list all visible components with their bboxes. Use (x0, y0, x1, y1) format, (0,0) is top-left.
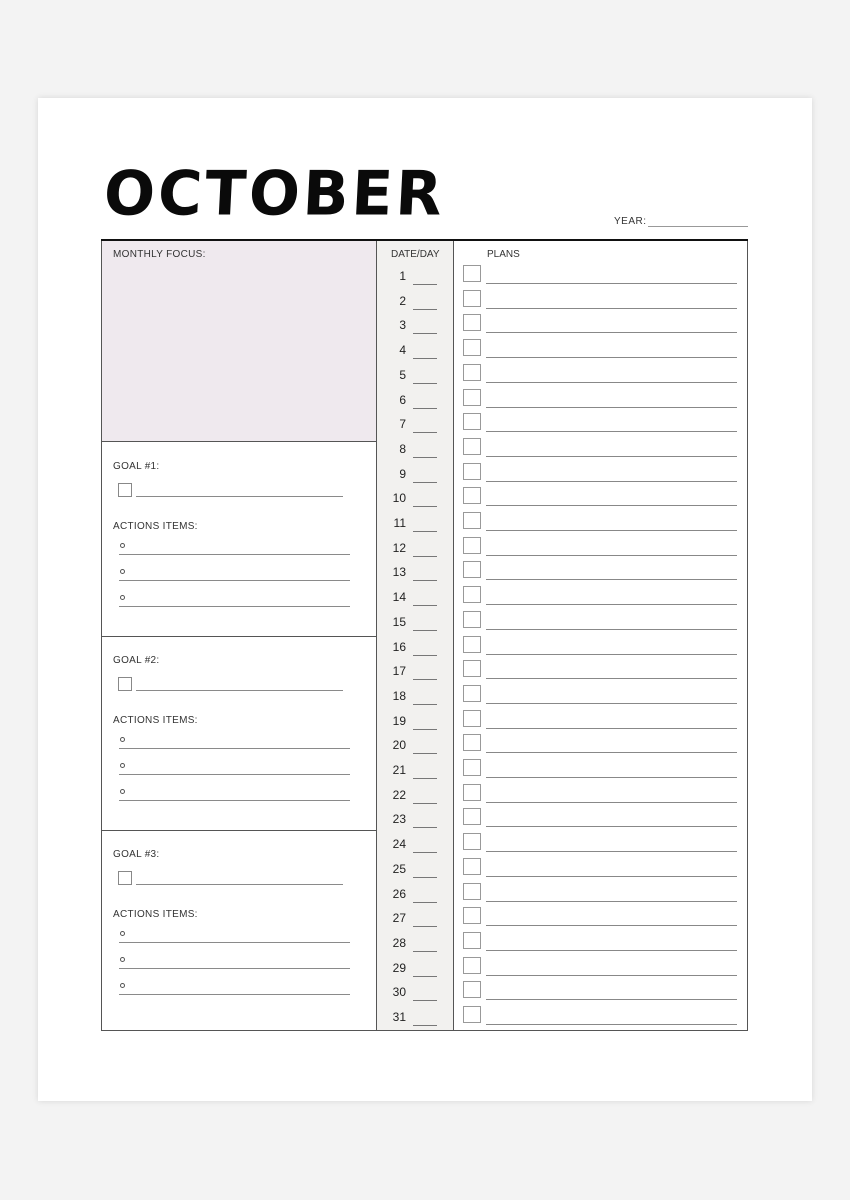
date-number: 13 (392, 565, 406, 580)
plan-input-line[interactable] (486, 456, 737, 457)
date-row (377, 393, 454, 417)
action-bullet-icon (120, 737, 125, 742)
date-row (377, 640, 454, 664)
day-input-line[interactable] (413, 926, 437, 927)
date-number: 18 (392, 688, 406, 703)
plan-input-line[interactable] (486, 999, 737, 1000)
plan-checkbox[interactable] (463, 586, 481, 603)
day-input-line[interactable] (413, 852, 437, 853)
date-row (377, 961, 454, 985)
plan-input-line[interactable] (486, 703, 737, 704)
date-number: 14 (392, 590, 406, 605)
day-input-line[interactable] (413, 630, 437, 631)
plan-checkbox[interactable] (463, 265, 481, 282)
date-row (377, 1010, 454, 1034)
goal-checkbox[interactable] (118, 677, 132, 691)
day-input-line[interactable] (413, 358, 437, 359)
action-bullet-icon (120, 543, 125, 548)
plan-input-line[interactable] (486, 654, 737, 655)
date-row (377, 812, 454, 836)
goal-checkbox[interactable] (118, 483, 132, 497)
goal-label: GOAL #2: (113, 655, 160, 666)
date-row (377, 442, 454, 466)
date-number: 2 (399, 293, 406, 308)
plan-checkbox[interactable] (463, 611, 481, 628)
date-row (377, 565, 454, 589)
plan-checkbox[interactable] (463, 685, 481, 702)
plan-row (455, 738, 748, 762)
plan-checkbox[interactable] (463, 314, 481, 331)
plan-checkbox[interactable] (463, 932, 481, 949)
plan-row (455, 714, 748, 738)
plan-row (455, 689, 748, 713)
plan-input-line[interactable] (486, 901, 737, 902)
date-row (377, 763, 454, 787)
plan-checkbox[interactable] (463, 957, 481, 974)
plan-input-line[interactable] (486, 876, 737, 877)
plan-checkbox[interactable] (463, 784, 481, 801)
year-label: YEAR: (614, 216, 647, 227)
plans-column (455, 241, 748, 1030)
action-item-line[interactable] (119, 968, 350, 969)
day-input-line[interactable] (413, 704, 437, 705)
actions-items-label: ACTIONS ITEMS: (113, 521, 198, 532)
plan-input-line[interactable] (486, 950, 737, 951)
plan-row (455, 417, 748, 441)
plan-checkbox[interactable] (463, 438, 481, 455)
date-row (377, 541, 454, 565)
month-title: OCTOBER (102, 158, 447, 230)
plan-checkbox[interactable] (463, 858, 481, 875)
plan-checkbox[interactable] (463, 413, 481, 430)
plan-row (455, 961, 748, 985)
plan-row (455, 837, 748, 861)
plan-row (455, 343, 748, 367)
plan-input-line[interactable] (486, 678, 737, 679)
date-row (377, 862, 454, 886)
date-number: 29 (392, 960, 406, 975)
action-item-line[interactable] (119, 554, 350, 555)
plan-input-line[interactable] (486, 431, 737, 432)
action-bullet-icon (120, 569, 125, 574)
plan-input-line[interactable] (486, 752, 737, 753)
date-column (377, 241, 454, 1030)
left-column (102, 241, 377, 1030)
date-number: 24 (392, 837, 406, 852)
date-number: 19 (392, 713, 406, 728)
plan-row (455, 516, 748, 540)
day-input-line[interactable] (413, 408, 437, 409)
date-row (377, 417, 454, 441)
plan-row (455, 911, 748, 935)
plan-checkbox[interactable] (463, 907, 481, 924)
day-input-line[interactable] (413, 1025, 437, 1026)
plan-row (455, 442, 748, 466)
plan-input-line[interactable] (486, 975, 737, 976)
plan-input-line[interactable] (486, 925, 737, 926)
plan-input-line[interactable] (486, 382, 737, 383)
plan-checkbox[interactable] (463, 660, 481, 677)
plan-row (455, 565, 748, 589)
plan-checkbox[interactable] (463, 981, 481, 998)
day-input-line[interactable] (413, 803, 437, 804)
plan-checkbox[interactable] (463, 389, 481, 406)
date-row (377, 318, 454, 342)
goal-block-2 (102, 637, 376, 831)
date-row (377, 911, 454, 935)
day-input-line[interactable] (413, 1000, 437, 1001)
plan-row (455, 318, 748, 342)
plan-row (455, 936, 748, 960)
date-number: 30 (392, 985, 406, 1000)
plan-input-line[interactable] (486, 826, 737, 827)
date-number: 12 (392, 540, 406, 555)
goal-checkbox[interactable] (118, 871, 132, 885)
plan-input-line[interactable] (486, 530, 737, 531)
plan-input-line[interactable] (486, 728, 737, 729)
plan-checkbox[interactable] (463, 512, 481, 529)
plan-checkbox[interactable] (463, 808, 481, 825)
plan-input-line[interactable] (486, 604, 737, 605)
plan-row (455, 615, 748, 639)
plan-input-line[interactable] (486, 283, 737, 284)
monthly-focus-label: MONTHLY FOCUS: (113, 249, 206, 260)
date-number: 15 (392, 614, 406, 629)
plan-input-line[interactable] (486, 629, 737, 630)
plan-row (455, 590, 748, 614)
action-item-line[interactable] (119, 580, 350, 581)
goal-input-line[interactable] (136, 690, 343, 691)
date-row (377, 689, 454, 713)
day-input-line[interactable] (413, 655, 437, 656)
plan-row (455, 368, 748, 392)
plan-checkbox[interactable] (463, 339, 481, 356)
date-number: 21 (392, 763, 406, 777)
action-bullet-icon (120, 957, 125, 962)
date-row (377, 837, 454, 861)
date-number: 16 (392, 639, 406, 654)
plan-row (455, 467, 748, 491)
date-row (377, 467, 454, 491)
planner-grid (101, 241, 748, 1031)
plan-checkbox[interactable] (463, 883, 481, 900)
plan-checkbox[interactable] (463, 1006, 481, 1023)
date-row (377, 788, 454, 812)
plan-checkbox[interactable] (463, 290, 481, 307)
plan-input-line[interactable] (486, 481, 737, 482)
date-row (377, 491, 454, 515)
date-row (377, 985, 454, 1009)
day-input-line[interactable] (413, 383, 437, 384)
day-input-line[interactable] (413, 556, 437, 557)
plan-checkbox[interactable] (463, 537, 481, 554)
date-number: 4 (399, 343, 406, 358)
day-input-line[interactable] (413, 506, 437, 507)
date-row (377, 714, 454, 738)
date-number: 1 (399, 269, 406, 283)
goal-input-line[interactable] (136, 884, 343, 885)
plan-input-line[interactable] (486, 357, 737, 358)
action-bullet-icon (120, 983, 125, 988)
day-input-line[interactable] (413, 679, 437, 680)
day-input-line[interactable] (413, 457, 437, 458)
plan-checkbox[interactable] (463, 463, 481, 480)
day-input-line[interactable] (413, 753, 437, 754)
day-input-line[interactable] (413, 284, 437, 285)
monthly-focus-box[interactable] (102, 241, 376, 442)
plan-input-line[interactable] (486, 802, 737, 803)
actions-items-label: ACTIONS ITEMS: (113, 909, 198, 920)
action-item-line[interactable] (119, 994, 350, 995)
date-number: 3 (399, 318, 406, 333)
action-bullet-icon (120, 595, 125, 600)
plan-input-line[interactable] (486, 777, 737, 778)
action-item-line[interactable] (119, 942, 350, 943)
date-number: 7 (399, 417, 406, 432)
date-number: 5 (399, 367, 406, 382)
action-bullet-icon (120, 789, 125, 794)
date-row (377, 294, 454, 318)
day-input-line[interactable] (413, 531, 437, 532)
goal-label: GOAL #3: (113, 849, 160, 860)
date-row (377, 343, 454, 367)
goal-input-line[interactable] (136, 496, 343, 497)
plan-row (455, 269, 748, 293)
date-row (377, 269, 454, 293)
plan-row (455, 1010, 748, 1034)
date-row (377, 936, 454, 960)
date-number: 17 (392, 664, 406, 679)
goal-label: GOAL #1: (113, 461, 160, 472)
date-row (377, 887, 454, 911)
day-input-line[interactable] (413, 309, 437, 310)
day-input-line[interactable] (413, 432, 437, 433)
plan-checkbox[interactable] (463, 759, 481, 776)
plan-checkbox[interactable] (463, 710, 481, 727)
date-number: 23 (392, 812, 406, 827)
plan-checkbox[interactable] (463, 364, 481, 381)
planner-sheet (38, 98, 812, 1101)
action-bullet-icon (120, 763, 125, 768)
date-number: 22 (392, 787, 406, 802)
date-number: 8 (399, 441, 406, 456)
date-row (377, 590, 454, 614)
date-row (377, 615, 454, 639)
plan-checkbox[interactable] (463, 561, 481, 578)
plan-row (455, 887, 748, 911)
date-row (377, 368, 454, 392)
day-input-line[interactable] (413, 333, 437, 334)
plan-row (455, 491, 748, 515)
goal-block-3 (102, 831, 376, 1025)
day-input-line[interactable] (413, 976, 437, 977)
plan-input-line[interactable] (486, 851, 737, 852)
date-row (377, 664, 454, 688)
day-input-line[interactable] (413, 729, 437, 730)
action-item-line[interactable] (119, 800, 350, 801)
day-input-line[interactable] (413, 951, 437, 952)
day-input-line[interactable] (413, 778, 437, 779)
date-number: 11 (393, 516, 406, 530)
date-number: 20 (392, 738, 406, 753)
plan-row (455, 788, 748, 812)
date-number: 28 (392, 935, 406, 950)
action-item-line[interactable] (119, 748, 350, 749)
plan-checkbox[interactable] (463, 833, 481, 850)
plan-row (455, 812, 748, 836)
day-input-line[interactable] (413, 827, 437, 828)
plan-checkbox[interactable] (463, 734, 481, 751)
plan-checkbox[interactable] (463, 636, 481, 653)
date-number: 25 (392, 861, 406, 876)
date-row (377, 516, 454, 540)
plan-input-line[interactable] (486, 579, 737, 580)
plan-row (455, 862, 748, 886)
plan-row (455, 640, 748, 664)
plan-row (455, 985, 748, 1009)
date-number: 26 (392, 886, 406, 901)
plan-input-line[interactable] (486, 505, 737, 506)
date-number: 9 (399, 466, 406, 481)
plan-input-line[interactable] (486, 1024, 737, 1025)
plan-input-line[interactable] (486, 555, 737, 556)
day-input-line[interactable] (413, 877, 437, 878)
plan-input-line[interactable] (486, 332, 737, 333)
plan-row (455, 294, 748, 318)
action-item-line[interactable] (119, 606, 350, 607)
date-row (377, 738, 454, 762)
date-number: 6 (399, 392, 406, 407)
action-bullet-icon (120, 931, 125, 936)
date-number: 27 (392, 911, 406, 926)
action-item-line[interactable] (119, 774, 350, 775)
plans-header: PLANS (487, 249, 520, 260)
actions-items-label: ACTIONS ITEMS: (113, 715, 198, 726)
plan-input-line[interactable] (486, 308, 737, 309)
date-number: 10 (392, 491, 406, 506)
year-input-line[interactable] (648, 226, 748, 227)
date-number: 31 (392, 1010, 406, 1024)
date-day-header: DATE/DAY (391, 249, 440, 260)
plan-row (455, 763, 748, 787)
plan-row (455, 541, 748, 565)
day-input-line[interactable] (413, 580, 437, 581)
day-input-line[interactable] (413, 482, 437, 483)
day-input-line[interactable] (413, 605, 437, 606)
day-input-line[interactable] (413, 902, 437, 903)
plan-checkbox[interactable] (463, 487, 481, 504)
plan-row (455, 393, 748, 417)
plan-input-line[interactable] (486, 407, 737, 408)
plan-row (455, 664, 748, 688)
goal-block-1 (102, 443, 376, 637)
